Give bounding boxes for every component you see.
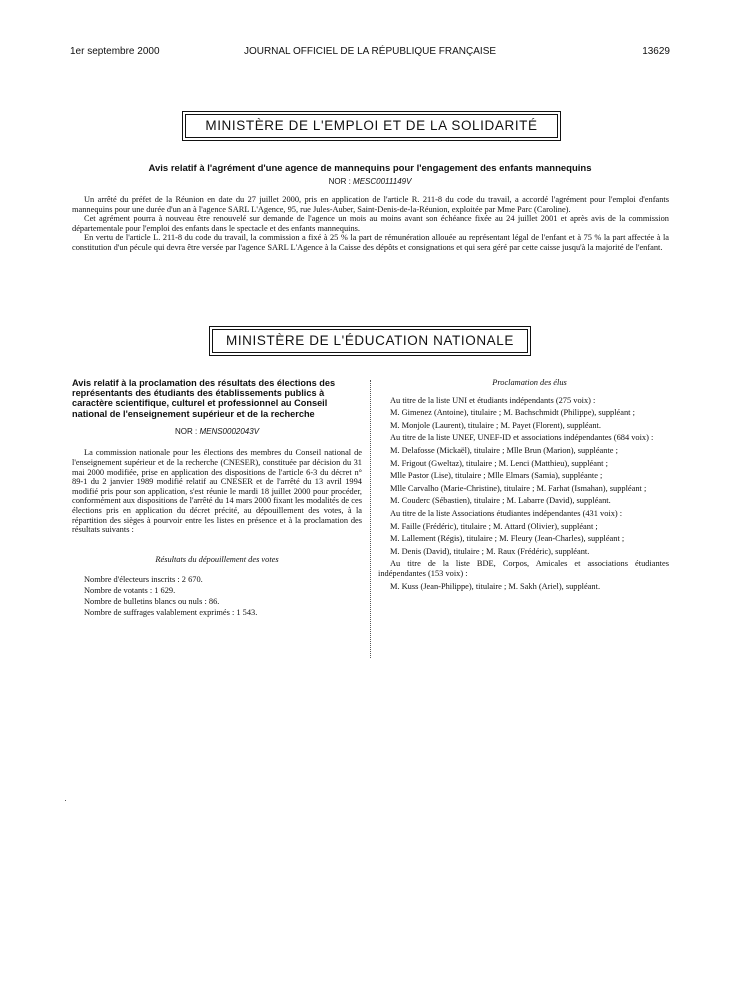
header-page-number: 13629 (642, 46, 670, 57)
page-header (70, 46, 670, 60)
header-journal-title: JOURNAL OFFICIEL DE LA RÉPUBLIQUE FRANÇAISE (243, 46, 497, 57)
elected-heading: Proclamation des élus (492, 378, 567, 387)
elected-line: M. Gimenez (Antoine), titulaire ; M. Bachschmidt (Philippe), suppléant ; (390, 408, 635, 418)
stat-line: Nombre de votants : 1 629. (84, 586, 176, 596)
scan-speck (65, 800, 66, 801)
elected-line: Mlle Carvalho (Marie-Christine), titulaire ; M. Farhat (Ismahan), suppléant ; (390, 483, 647, 493)
paragraph: En vertu de l'article L. 211-8 du code du travail, la commission a fixé à 25 % la part de rémunération allouée au représentant légal de l'enfant et à 75 % la part affectée à la constitution d'un pécule qui devra être versée par l'agence SARL L'Agence à la Caisse des dépôts et consignations et qui sera géré par cette caisse jusqu'à la majorité de l'enfant. (72, 233, 669, 252)
elected-line: M. Faille (Frédéric), titulaire ; M. Attard (Olivier), suppléant ; (390, 521, 598, 531)
header-date: 1er septembre 2000 (70, 46, 160, 57)
elected-line: M. Couderc (Sébastien), titulaire ; M. Labarre (David), suppléant. (390, 496, 611, 506)
elected-line: Au titre de la liste BDE, Corpos, Amicales et associations étudiantes indépendantes (153 voix) : (378, 559, 669, 578)
avis-body-mannequins (72, 195, 669, 253)
right-column (378, 378, 669, 594)
elected-line: M. Monjole (Laurent), titulaire ; M. Payet (Florent), suppléant. (390, 420, 601, 430)
ministry-heading-education: MINISTÈRE DE L'ÉDUCATION NATIONALE (212, 329, 528, 353)
elected-line: M. Kuss (Jean-Philippe), titulaire ; M. Sakh (Ariel), suppléant. (390, 581, 601, 591)
stat-line: Nombre de suffrages valablement exprimés : 1 543. (84, 608, 258, 618)
stat-line: Nombre de bulletins blancs ou nuls : 86. (84, 597, 220, 607)
nor-label: NOR : (328, 177, 351, 186)
left-column (72, 378, 362, 618)
paragraph: Cet agrément pourra à nouveau être renouvelé sur demande de l'agence un mois au moins avant son échéance fixée au 24 juillet 2001 et après avis de la commission départementale pour l'emploi des enfants dans le spectacle et des enfants mannequins. (72, 214, 669, 233)
column-divider (370, 380, 371, 658)
elected-line: M. Denis (David), titulaire ; M. Raux (Frédéric), suppléant. (390, 546, 590, 556)
paragraph: Un arrêté du préfet de la Réunion en date du 27 juillet 2000, pris en application de l'article R. 211-8 du code du travail, a accordé l'agrément pour l'emploi d'enfants mannequins pour une durée d'un an à l'agence SARL L'Agence, 95, rue Jules-Auber, Saint-Denis-de-la-Réunion, exploitée par Mme Parc (Caroline). (72, 195, 669, 214)
stat-line: Nombre d'électeurs inscrits : 2 670. (84, 575, 203, 585)
nor-label: NOR : (174, 426, 198, 436)
nor-code: MESC0011149V (353, 177, 412, 186)
nor-reference-2 (72, 427, 362, 437)
elected-line: M. Frigout (Gweltaz), titulaire ; M. Lenci (Matthieu), suppléant ; (390, 458, 608, 468)
intro-paragraph: La commission nationale pour les élections des membres du Conseil national de l'enseignement supérieur et de la recherche (CNESER), constituée par décision du 31 mai 2000 modifiée, prise en application des dispositions de l'article 6-3 du décret n° 89-1 du 2 janvier 1989 modifié relatif au CNESER et de l'arrêté du 13 avril 1994 modifié pris pour son application, s'est réunie le mardi 18 juillet 2000 pour procéder, conformément aux dispositions de l'arrêté du 14 mars 2000 fixant les modalités de ces élections pris en application du décret précité, au dépouillement des votes, à la répartition des sièges à pourvoir entre les listes en présence et à la proclamation des résultats suivants : (72, 448, 362, 535)
avis-title-mannequins: Avis relatif à l'agrément d'une agence de mannequins pour l'engagement des enfants mannequins (148, 163, 592, 174)
ministry-heading-emploi: MINISTÈRE DE L'EMPLOI ET DE LA SOLIDARITÉ (185, 114, 558, 138)
elected-line: Au titre de la liste Associations étudiantes indépendantes (431 voix) : (390, 508, 623, 518)
elected-line: Mlle Pastor (Lise), titulaire ; Mlle Elmars (Samia), suppléante ; (390, 471, 603, 481)
elected-line: M. Delafosse (Mickaël), titulaire ; Mlle Brun (Marion), suppléante ; (390, 445, 618, 455)
elected-line: M. Lallement (Régis), titulaire ; M. Fleury (Jean-Charles), suppléant ; (390, 534, 625, 544)
elected-line: Au titre de la liste UNEF, UNEF-ID et associations indépendantes (684 voix) : (390, 433, 654, 443)
elected-line: Au titre de la liste UNI et étudiants indépendants (275 voix) : (390, 395, 596, 405)
nor-code: MENS0002043V (199, 426, 260, 436)
results-heading: Résultats du dépouillement des votes (155, 554, 279, 564)
nor-reference-1 (70, 177, 670, 186)
avis-title-elections: Avis relatif à la proclamation des résultats des élections des représentants des étudiants des établissements publics à caractère scientifique, culturel et professionnel au Conseil national de l'enseignement supérieur et de la recherche (72, 378, 336, 419)
